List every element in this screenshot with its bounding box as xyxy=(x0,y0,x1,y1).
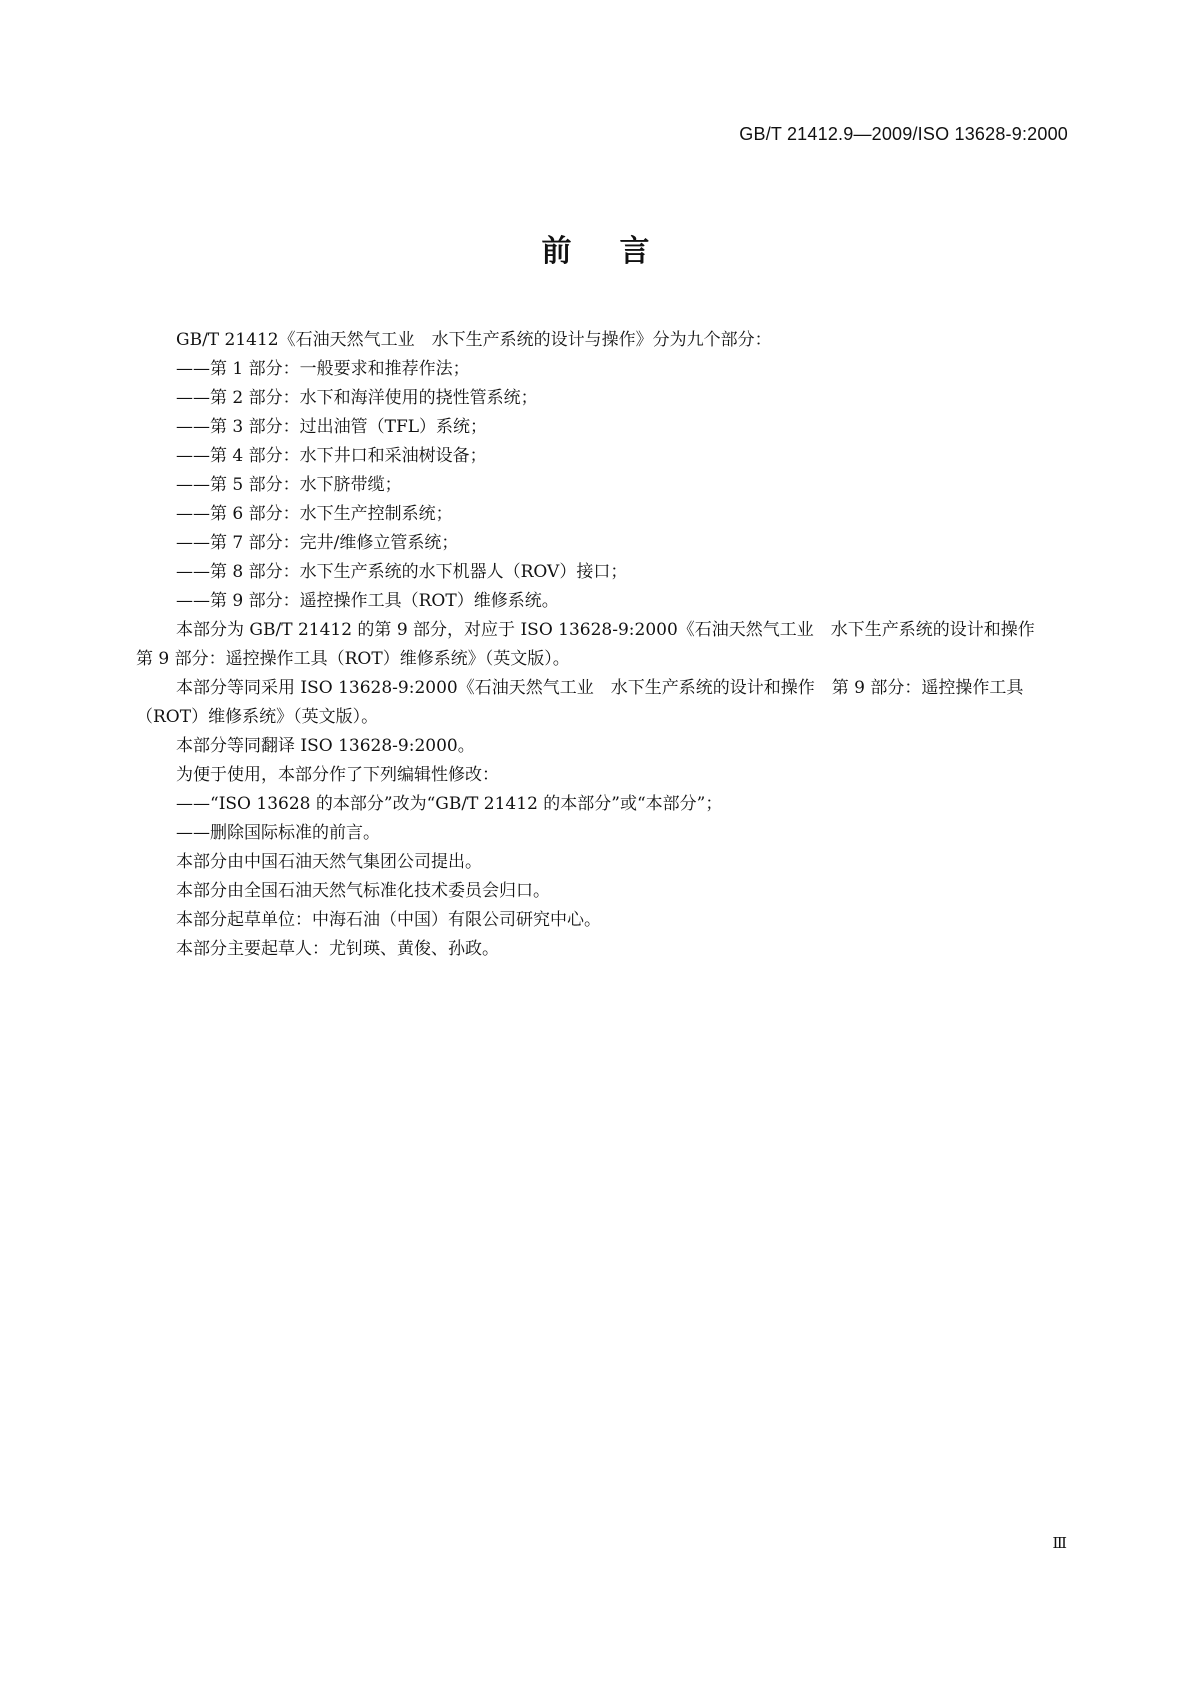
part-list-item: ——第 1 部分：一般要求和推荐作法； xyxy=(176,359,470,379)
part-list-item: ——第 2 部分：水下和海洋使用的挠性管系统； xyxy=(176,388,538,408)
part-list-item: ——第 5 部分：水下脐带缆； xyxy=(176,475,402,495)
translation-paragraph: 本部分等同翻译 ISO 13628-9:2000。 xyxy=(176,736,475,756)
page-title: 前言 xyxy=(541,234,698,269)
drafters-paragraph: 本部分主要起草人：尤钊瑛、黄俊、孙政。 xyxy=(176,939,499,959)
part-list-item: ——第 7 部分：完井/维修立管系统； xyxy=(176,533,459,553)
edits-intro-paragraph: 为便于使用，本部分作了下列编辑性修改： xyxy=(176,765,499,785)
part-list-item: ——第 6 部分：水下生产控制系统； xyxy=(176,504,453,524)
standard-code: GB/T 21412.9—2009/ISO 13628-9:2000 xyxy=(739,124,1068,144)
correspondence-paragraph: 本部分为 GB/T 21412 的第 9 部分，对应于 ISO 13628-9:2000《石油天然气工业 水下生产系统的设计和操作 第 9 部分：遥控操作工具（ROT）维修系统》（英文版）。 xyxy=(136,620,1052,669)
foreword-body xyxy=(136,326,1058,964)
drafting-unit-paragraph: 本部分起草单位：中海石油（中国）有限公司研究中心。 xyxy=(176,910,601,930)
edit-list-item: ——删除国际标准的前言。 xyxy=(176,823,380,843)
part-list-item: ——第 3 部分：过出油管（TFL）系统； xyxy=(176,417,488,437)
centralized-by-paragraph: 本部分由全国石油天然气标准化技术委员会归口。 xyxy=(176,881,550,901)
page-number: Ⅲ xyxy=(1052,1534,1067,1552)
adoption-paragraph: 本部分等同采用 ISO 13628-9:2000《石油天然气工业 水下生产系统的设计和操作 第 9 部分：遥控操作工具（ROT）维修系统》（英文版）。 xyxy=(136,678,1024,727)
part-list-item: ——第 9 部分：遥控操作工具（ROT）维修系统。 xyxy=(176,591,559,611)
edit-list-item: ——“ISO 13628 的本部分”改为“GB/T 21412 的本部分”或“本部分”； xyxy=(176,794,723,814)
proposed-by-paragraph: 本部分由中国石油天然气集团公司提出。 xyxy=(176,852,482,872)
part-list-item: ——第 4 部分：水下井口和采油树设备； xyxy=(176,446,487,466)
intro-paragraph: GB/T 21412《石油天然气工业 水下生产系统的设计与操作》分为九个部分： xyxy=(176,330,772,350)
part-list-item: ——第 8 部分：水下生产系统的水下机器人（ROV）接口； xyxy=(176,562,628,582)
